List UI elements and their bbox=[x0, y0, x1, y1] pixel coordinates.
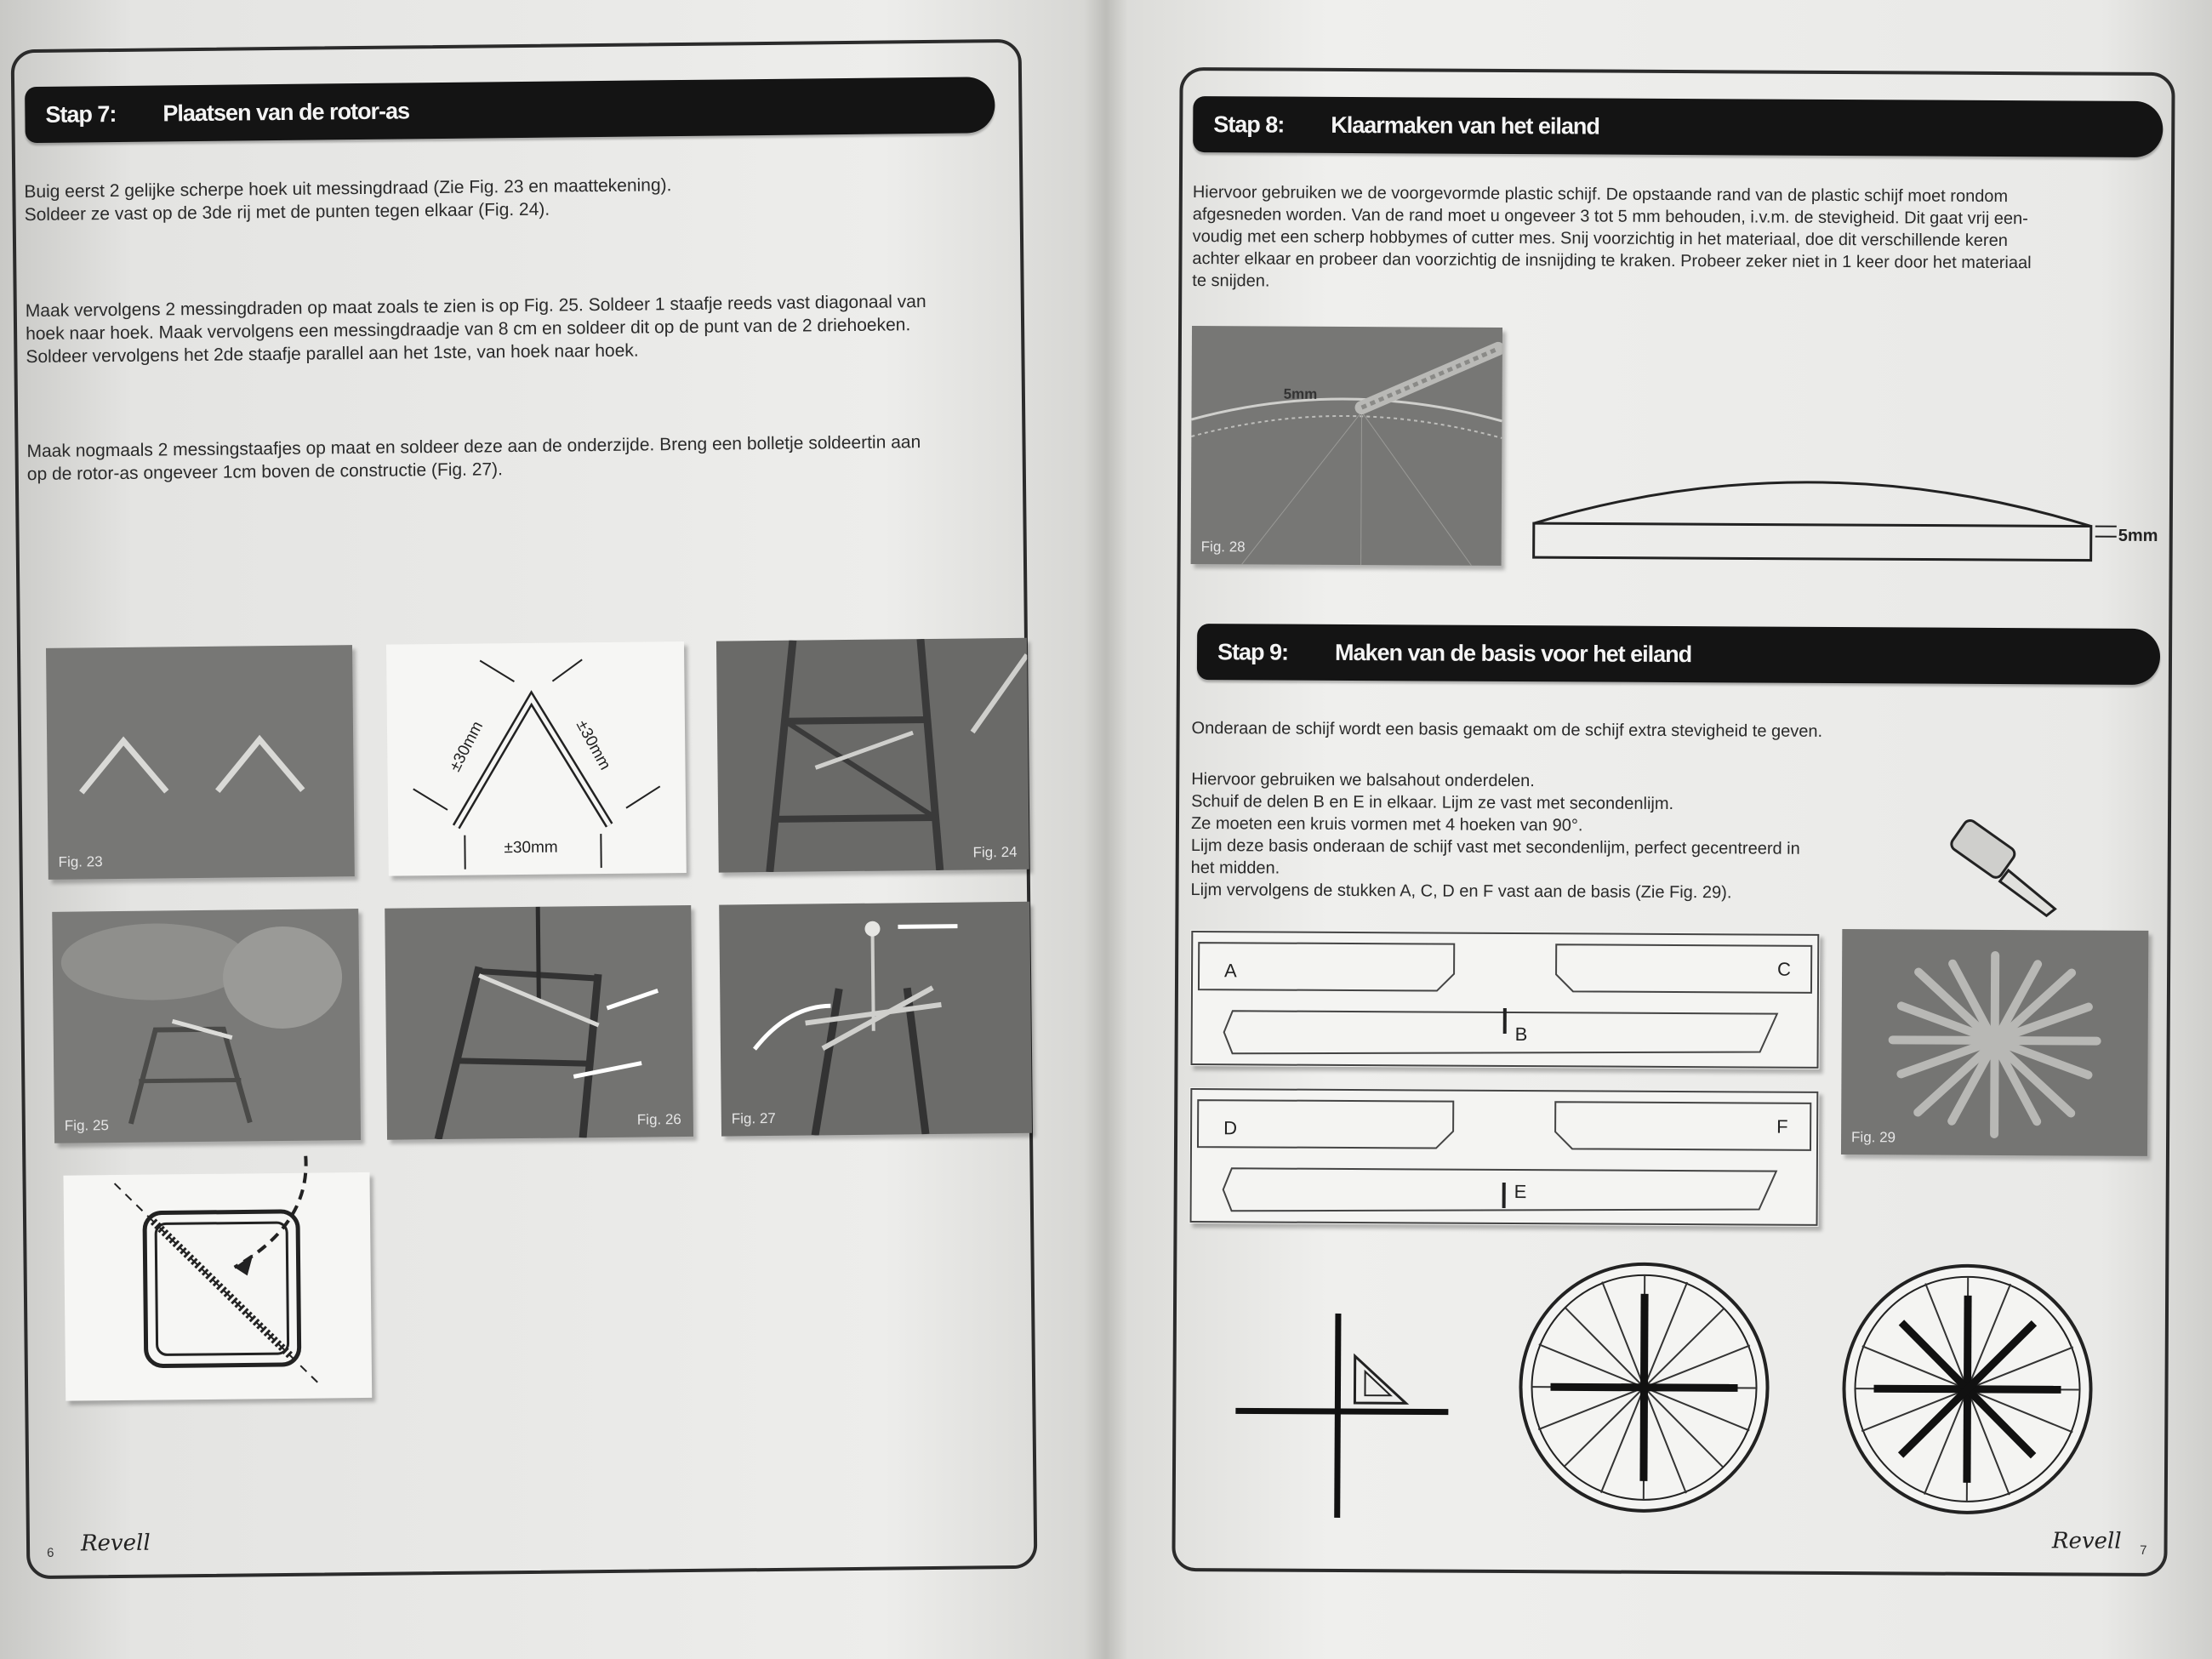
step-9-instructions bbox=[1191, 768, 1856, 904]
text-line: Schuif de delen B en E in elkaar. Lijm ze vast met secondenlijm. bbox=[1191, 792, 1674, 813]
disc-cross-section-drawing bbox=[1530, 472, 2126, 578]
text-line: voudig met een scherp hobbymes of cutter mes. Snij voorzichtig in het materiaal, doe dit verschillende keren bbox=[1192, 227, 2008, 251]
step-7-paragraph-3 bbox=[26, 430, 1006, 486]
dimension-diagram bbox=[386, 641, 687, 876]
diagonal-square-diagram bbox=[63, 1172, 372, 1401]
text-line: Maak vervolgens 2 messingdraden op maat zoals te zien is op Fig. 25. Soldeer 1 staafje reeds vast diagonaal van bbox=[25, 292, 926, 322]
text-line: het midden. bbox=[1190, 858, 1280, 878]
text-line: Onderaan de schijf wordt een basis gemaakt om de schijf extra stevigheid te geven. bbox=[1191, 719, 1823, 741]
step-9-intro bbox=[1191, 717, 2161, 745]
text-line: hoek naar hoek. Maak vervolgens een messingdraadje van 8 cm en soldeer dit op de punt van de 2 driehoeken. bbox=[26, 315, 911, 345]
fig-29-photo bbox=[1841, 929, 2148, 1156]
step-7-title: Plaatsen van de rotor-as bbox=[162, 97, 410, 126]
text-line: Hiervoor gebruiken we balsahout onderdelen. bbox=[1191, 770, 1535, 791]
dimension-right-label: ±30mm bbox=[572, 717, 614, 773]
photo-dimension-label: 5mm bbox=[1283, 385, 1318, 402]
part-c-label: C bbox=[1777, 958, 1792, 980]
part-f-label: F bbox=[1776, 1115, 1788, 1137]
disc-dimension-label: 5mm bbox=[2118, 526, 2158, 545]
dimension-left-label: ±30mm bbox=[446, 718, 487, 775]
revell-logo-left: Revell bbox=[80, 1530, 151, 1557]
text-line: afgesneden worden. Van de rand moet u ongeveer 3 tot 5 mm behouden, i.v.m. de stevigheid. Dit gaat vrij een- bbox=[1192, 205, 2028, 229]
fig-28-photo bbox=[1191, 326, 1502, 566]
soldering-hands-illustration bbox=[52, 909, 361, 1143]
tower-frame-illustration bbox=[716, 638, 1029, 873]
fig-25-label: Fig. 25 bbox=[64, 1117, 109, 1134]
parts-sheet-abc bbox=[1189, 930, 1820, 1069]
fig-25-photo bbox=[52, 909, 361, 1143]
text-line: achter elkaar en probeer dan voorzichtig de insnijding te kraken. Probeer zeker niet in 1 keer door het materiaal bbox=[1192, 249, 2032, 273]
glue-bottle-icon bbox=[1944, 824, 2064, 918]
cutting-disc-illustration bbox=[1191, 326, 1502, 566]
square-with-diagonal-drawing bbox=[63, 1172, 372, 1401]
parts-def-outline bbox=[1189, 1087, 1820, 1227]
fig-29-label: Fig. 29 bbox=[1851, 1129, 1896, 1146]
parts-abc-outline bbox=[1189, 930, 1820, 1069]
text-line: te snijden. bbox=[1192, 271, 1270, 291]
step-7-header bbox=[25, 77, 995, 143]
step-8-header bbox=[1193, 96, 2163, 157]
text-line: Maak nogmaals 2 messingstaafjes op maat en soldeer deze aan de onderzijde. Breng een bolletje soldeertin aan bbox=[26, 432, 921, 462]
text-line: Lijm vervolgens de stukken A, C, D en F vast aan de basis (Zie Fig. 29). bbox=[1190, 881, 1732, 903]
right-page bbox=[1172, 67, 2175, 1576]
page-number-left: 6 bbox=[47, 1545, 54, 1560]
text-line: Soldeer ze vast op de 3de rij met de punten tegen elkaar (Fig. 24). bbox=[24, 199, 550, 225]
step-9-number: Stap 9: bbox=[1217, 638, 1289, 665]
text-line: Hiervoor gebruiken we de voorgevormde plastic schijf. De opstaande rand van de plastic schijf moet rondom bbox=[1192, 183, 2009, 207]
fig-24-photo bbox=[716, 638, 1029, 873]
rotor-axis-illustration bbox=[719, 902, 1032, 1137]
fig-23-label: Fig. 23 bbox=[58, 853, 103, 870]
text-line: Lijm deze basis onderaan de schijf vast met secondenlijm, perfect gecentreerd in bbox=[1190, 836, 1800, 858]
fig-28-label: Fig. 28 bbox=[1200, 539, 1246, 556]
bent-wires-illustration bbox=[46, 645, 355, 880]
fig-27-photo bbox=[719, 902, 1032, 1137]
text-line: op de rotor-as ongeveer 1cm boven de constructie (Fig. 27). bbox=[26, 459, 504, 485]
disc-with-cross-base-drawing bbox=[1516, 1259, 1782, 1525]
step-9-header bbox=[1197, 624, 2160, 685]
text-line: Ze moeten een kruis vormen met 4 hoeken van 90°. bbox=[1190, 814, 1583, 835]
part-d-label: D bbox=[1223, 1117, 1238, 1139]
text-line: Soldeer vervolgens het 2de staafje parallel aan het 1ste, van hoek naar hoek. bbox=[26, 340, 639, 368]
step-8-title: Klaarmaken van het eiland bbox=[1331, 111, 1600, 140]
step-8-paragraph bbox=[1192, 181, 2163, 297]
revell-logo-right: Revell bbox=[2051, 1528, 2122, 1554]
tower-rotor-illustration bbox=[385, 905, 693, 1140]
part-a-label: A bbox=[1224, 960, 1237, 982]
parts-sheet-def bbox=[1189, 1087, 1820, 1227]
step-8-number: Stap 8: bbox=[1213, 111, 1285, 138]
step-7-paragraph-1 bbox=[24, 170, 1003, 226]
text-line: Buig eerst 2 gelijke scherpe hoek uit messingdraad (Zie Fig. 23 en maattekening). bbox=[24, 175, 672, 202]
left-page bbox=[11, 39, 1038, 1579]
fig-26-label: Fig. 26 bbox=[636, 1111, 681, 1128]
page-number-right: 7 bbox=[2140, 1542, 2147, 1558]
dimension-bottom-label: ±30mm bbox=[504, 838, 558, 858]
step-7-paragraph-2 bbox=[26, 289, 1005, 368]
fig-27-label: Fig. 27 bbox=[731, 1109, 776, 1127]
step-9-title: Maken van de basis voor het eiland bbox=[1334, 639, 1692, 667]
step-7-number: Stap 7: bbox=[45, 100, 117, 128]
fig-23-photo bbox=[46, 645, 355, 880]
fig-24-label: Fig. 24 bbox=[972, 843, 1018, 861]
part-e-label: E bbox=[1514, 1181, 1527, 1203]
cross-right-angle-drawing bbox=[1235, 1304, 1457, 1526]
part-b-label: B bbox=[1514, 1023, 1528, 1046]
fig-26-photo bbox=[385, 905, 693, 1140]
balsa-star-illustration bbox=[1841, 929, 2148, 1156]
disc-with-full-base-drawing bbox=[1839, 1261, 2105, 1526]
